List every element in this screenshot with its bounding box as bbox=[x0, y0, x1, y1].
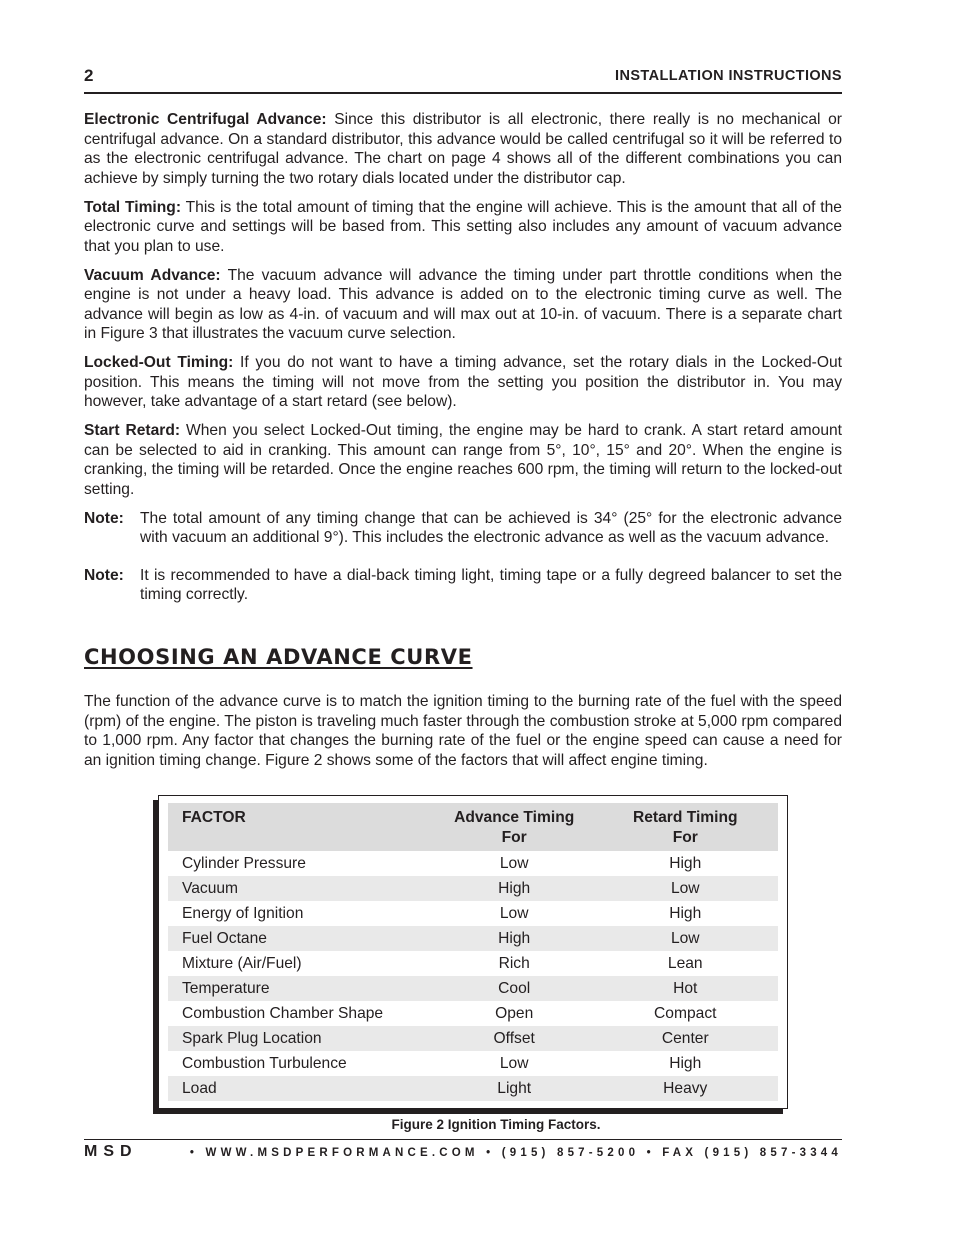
header-factor: FACTOR bbox=[168, 803, 436, 851]
table-row bbox=[168, 926, 778, 951]
paragraph-electronic-centrifugal-advance bbox=[84, 110, 842, 188]
paragraph-text: Since this distributor is all electronic, there really is no mechanical or centrifugal advance. On a standard distributor, this advance would be called centrifugal so it will be referred to as the electronic centrifugal advance. The chart on page 4 shows all of the different combinations you can achieve by simply turning the two rotary dials located under the distributor cap. bbox=[84, 111, 842, 187]
section-intro: The function of the advance curve is to match the ignition timing to the burning rate of the fuel with the speed (rpm) of the engine. The piston is traveling much faster through the combustion stroke at 5,000 rpm compared to 1,000 rpm. Any factor that changes the burning rate of the fuel or the engine speed can cause a need for an ignition timing change. Figure 2 shows some of the factors that will affect engine timing. bbox=[84, 693, 842, 769]
page-number: 2 bbox=[84, 66, 94, 85]
advance-cell: Low bbox=[499, 1055, 529, 1072]
paragraph-text: If you do not want to have a timing advance, set the rotary dials in the Locked-Out position. This means the timing will not move from the setting you position the distributor in. You may however, take advantage of a start retard (see below). bbox=[84, 354, 842, 410]
factor-cell: Spark Plug Location bbox=[168, 1026, 436, 1051]
table-row bbox=[168, 976, 778, 1001]
factor-cell: Fuel Octane bbox=[168, 926, 436, 951]
retard-cell: High bbox=[669, 855, 702, 872]
paragraph-label: Vacuum Advance: bbox=[84, 266, 221, 284]
page-header bbox=[84, 62, 842, 94]
factor-cell: Energy of Ignition bbox=[182, 905, 304, 922]
note-label: Note: bbox=[84, 509, 124, 527]
factor-cell: Combustion Chamber Shape bbox=[182, 1005, 384, 1022]
advance-cell: Cool bbox=[436, 976, 593, 1001]
advance-cell: Offset bbox=[436, 1026, 593, 1051]
retard-cell: Heavy bbox=[593, 1076, 779, 1101]
paragraph-text: The vacuum advance will advance the timing under part throttle conditions when the engine is not under a heavy load. This advance is added on to the electronic timing curve as well. The advance will begin as low as 4-in. of vacuum and will max out at 10-in. of vacuum. There is a separate chart in Figure 3 that illustrates the vacuum curve selection. bbox=[84, 266, 843, 342]
table-header-row bbox=[168, 803, 778, 851]
header-title: INSTALLATION INSTRUCTIONS bbox=[615, 68, 842, 84]
header-advance-timing bbox=[436, 803, 593, 851]
note-text: It is recommended to have a dial-back timing light, timing tape or a fully degreed balancer to set the timing correctly. bbox=[140, 566, 842, 603]
advance-cell: Low bbox=[499, 905, 529, 922]
page-footer bbox=[84, 1139, 842, 1168]
factor-cell: Mixture (Air/Fuel) bbox=[182, 955, 302, 972]
footer-brand: MSD bbox=[84, 1143, 138, 1160]
table-row bbox=[168, 1076, 778, 1101]
advance-cell: Light bbox=[436, 1076, 593, 1101]
factor-cell: Temperature bbox=[168, 976, 436, 1001]
figure-caption: Figure 2 Ignition Timing Factors. bbox=[391, 1117, 601, 1132]
paragraph-label: Locked-Out Timing: bbox=[84, 354, 234, 371]
paragraph-total-timing bbox=[84, 198, 842, 257]
table-row bbox=[168, 876, 778, 901]
retard-cell: Compact bbox=[654, 1005, 717, 1022]
table-row bbox=[168, 851, 778, 876]
retard-cell: Lean bbox=[667, 955, 703, 972]
header-retard-line2: For bbox=[672, 829, 698, 846]
factor-cell: Vacuum bbox=[168, 876, 436, 901]
table-row bbox=[168, 1026, 778, 1051]
table-shadow bbox=[153, 1109, 783, 1114]
paragraph-label: Start Retard: bbox=[84, 422, 181, 439]
table-row bbox=[168, 901, 778, 926]
note-label: Note: bbox=[84, 566, 124, 584]
note-text: The total amount of any timing change that can be achieved is 34° (25° for the electronic advance with vacuum an additional 9°). This includes the electronic advance as well as the vacuum advance. bbox=[140, 509, 842, 546]
body-text bbox=[84, 110, 842, 614]
table-row bbox=[168, 1001, 778, 1026]
retard-cell: High bbox=[669, 1055, 702, 1072]
table-row bbox=[168, 951, 778, 976]
advance-cell: Open bbox=[495, 1005, 534, 1022]
header-retard-timing bbox=[593, 803, 779, 851]
retard-cell: Low bbox=[593, 926, 779, 951]
paragraph-locked-out-timing bbox=[84, 353, 842, 412]
paragraph-label: Total Timing: bbox=[84, 198, 182, 216]
header-advance-line1: Advance Timing bbox=[454, 809, 575, 826]
retard-cell: High bbox=[669, 905, 702, 922]
section-heading: CHOOSING AN ADVANCE CURVE bbox=[84, 645, 473, 669]
paragraph-label: Electronic Centrifugal Advance: bbox=[84, 111, 327, 128]
retard-cell: Hot bbox=[593, 976, 779, 1001]
factor-cell: Combustion Turbulence bbox=[182, 1055, 347, 1072]
header-retard-line1: Retard Timing bbox=[632, 809, 738, 826]
note-timing-light bbox=[84, 566, 842, 605]
paragraph-start-retard bbox=[84, 421, 842, 499]
factor-cell: Cylinder Pressure bbox=[182, 855, 306, 872]
note-total-timing-change bbox=[84, 509, 842, 548]
footer-contact: • WWW.MSDPERFORMANCE.COM • (915) 857-5200 • FAX (915) 857-3344 bbox=[189, 1147, 842, 1159]
retard-cell: Low bbox=[593, 876, 779, 901]
factor-cell: Load bbox=[168, 1076, 436, 1101]
retard-cell: Center bbox=[593, 1026, 779, 1051]
paragraph-text: When you select Locked-Out timing, the engine may be hard to crank. A start retard amount can be selected to aid in cranking. This amount can range from 5°, 10°, 15° and 20°. When the engine is cranking, the timing will be retarded. Once the engine reaches 600 rpm, the timing will return to the locked-out setting. bbox=[84, 422, 842, 498]
ignition-timing-factors-table bbox=[168, 803, 778, 1101]
advance-cell: Rich bbox=[498, 955, 530, 972]
advance-cell: High bbox=[436, 876, 593, 901]
header-advance-line2: For bbox=[501, 829, 527, 846]
paragraph-vacuum-advance bbox=[84, 266, 842, 344]
paragraph-text: This is the total amount of timing that the engine will achieve. This is the amount that all of the electronic curve and settings will be based from. This setting also includes any amount of vacuum advance that you plan to use. bbox=[84, 198, 842, 255]
advance-cell: Low bbox=[499, 855, 529, 872]
advance-cell: High bbox=[436, 926, 593, 951]
table-row bbox=[168, 1051, 778, 1076]
